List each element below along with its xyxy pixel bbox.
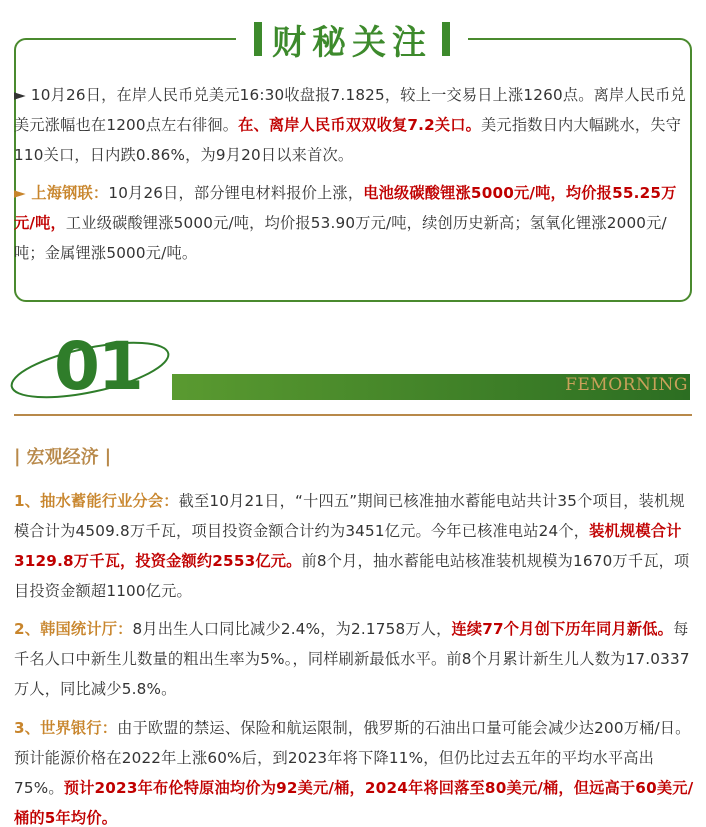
focus-header [236, 14, 468, 64]
news-item: 3、世界银行：由于欧盟的禁运、保险和航运限制，俄罗斯的石油出口量可能会减少达200万桶/日。预计能源价格在2022年上涨60%后，到2023年将下降11%，但仍比过去五年的平均水平高出75%。预计2023年布伦特原油均价为92美元/桶，2024年将回落至80美元/桶，但远高于60美元/桶的5年均价。 [14, 719, 694, 827]
highlight-text: 预计2023年布伦特原油均价为92美元/桶，2024年将回落至80美元/桶，但远高于60美元/桶的5年均价。 [14, 779, 694, 827]
focus-paragraph-1: ► 10月26日，在岸人民币兑美元16:30收盘报7.1825，较上一交易日上涨1260点。离岸人民币兑美元涨幅也在1200点左右徘徊。在、离岸人民币双双收复7.2关口。美元指数日内大幅跳水，失守110关口，日内跌0.86%，为9月20日以来首次。 [14, 86, 686, 164]
section-banner [0, 322, 706, 422]
header-bar-right [442, 22, 450, 56]
highlight-text: 电池级碳酸锂涨5000元/吨，均价报55.25万元/吨， [14, 184, 677, 232]
news-item: 2、韩国统计厅：8月出生人口同比减少2.4%，为2.1758万人，连续77个月创下历年同月新低。每千名人口中新生儿数量的粗出生率为5%。，同样刷新最低水平。前8个月累计新生儿人数为17.0337万人，同比减少5.8%。 [14, 620, 690, 698]
source-label: 2、韩国统计厅： [14, 620, 133, 638]
source-label: 3、世界银行： [14, 719, 118, 737]
bullet-icon: ► [14, 86, 26, 104]
highlight-text: 连续77个月创下历年同月新低。 [451, 620, 674, 638]
highlight-text: 在、离岸人民币双双收复7.2关口。 [238, 116, 482, 134]
highlight-text: 装机规模合计3129.8万千瓦，投资金额约2553亿元。 [14, 522, 682, 570]
brand-text: FEMORNING [565, 375, 688, 395]
section-number: 01 [54, 328, 142, 405]
news-item: 1、抽水蓄能行业分会：截至10月21日，“十四五”期间已核准抽水蓄能电站共计35个项目，装机规模合计为4509.8万千瓦，项目投资金额合计约为3451亿元。今年已核准电站24个，装机规模合计3129.8万千瓦，投资金额约2553亿元。前8个月，抽水蓄能电站核准装机规模为1670万千瓦，项目投资金额超1100亿元。 [14, 492, 690, 600]
section-title: 宏观经济 [26, 447, 99, 468]
source-label: 1、抽水蓄能行业分会： [14, 492, 179, 510]
focus-paragraph-2: ► 上海钢联：10月26日，部分锂电材料报价上涨，电池级碳酸锂涨5000元/吨，均价报55.25万元/吨，工业级碳酸锂涨5000元/吨，均价报53.90万元/吨，续创历史新高；氢氧化锂涨2000元/吨；金属锂涨5000元/吨。 [14, 184, 677, 262]
banner-divider [14, 414, 692, 416]
focus-title: 财秘关注 [272, 22, 432, 63]
header-bar-left [254, 22, 262, 56]
bullet-icon: ► [14, 184, 26, 202]
section-heading: | 宏观经济 | [14, 443, 111, 469]
source-label: 上海钢联： [25, 184, 109, 202]
